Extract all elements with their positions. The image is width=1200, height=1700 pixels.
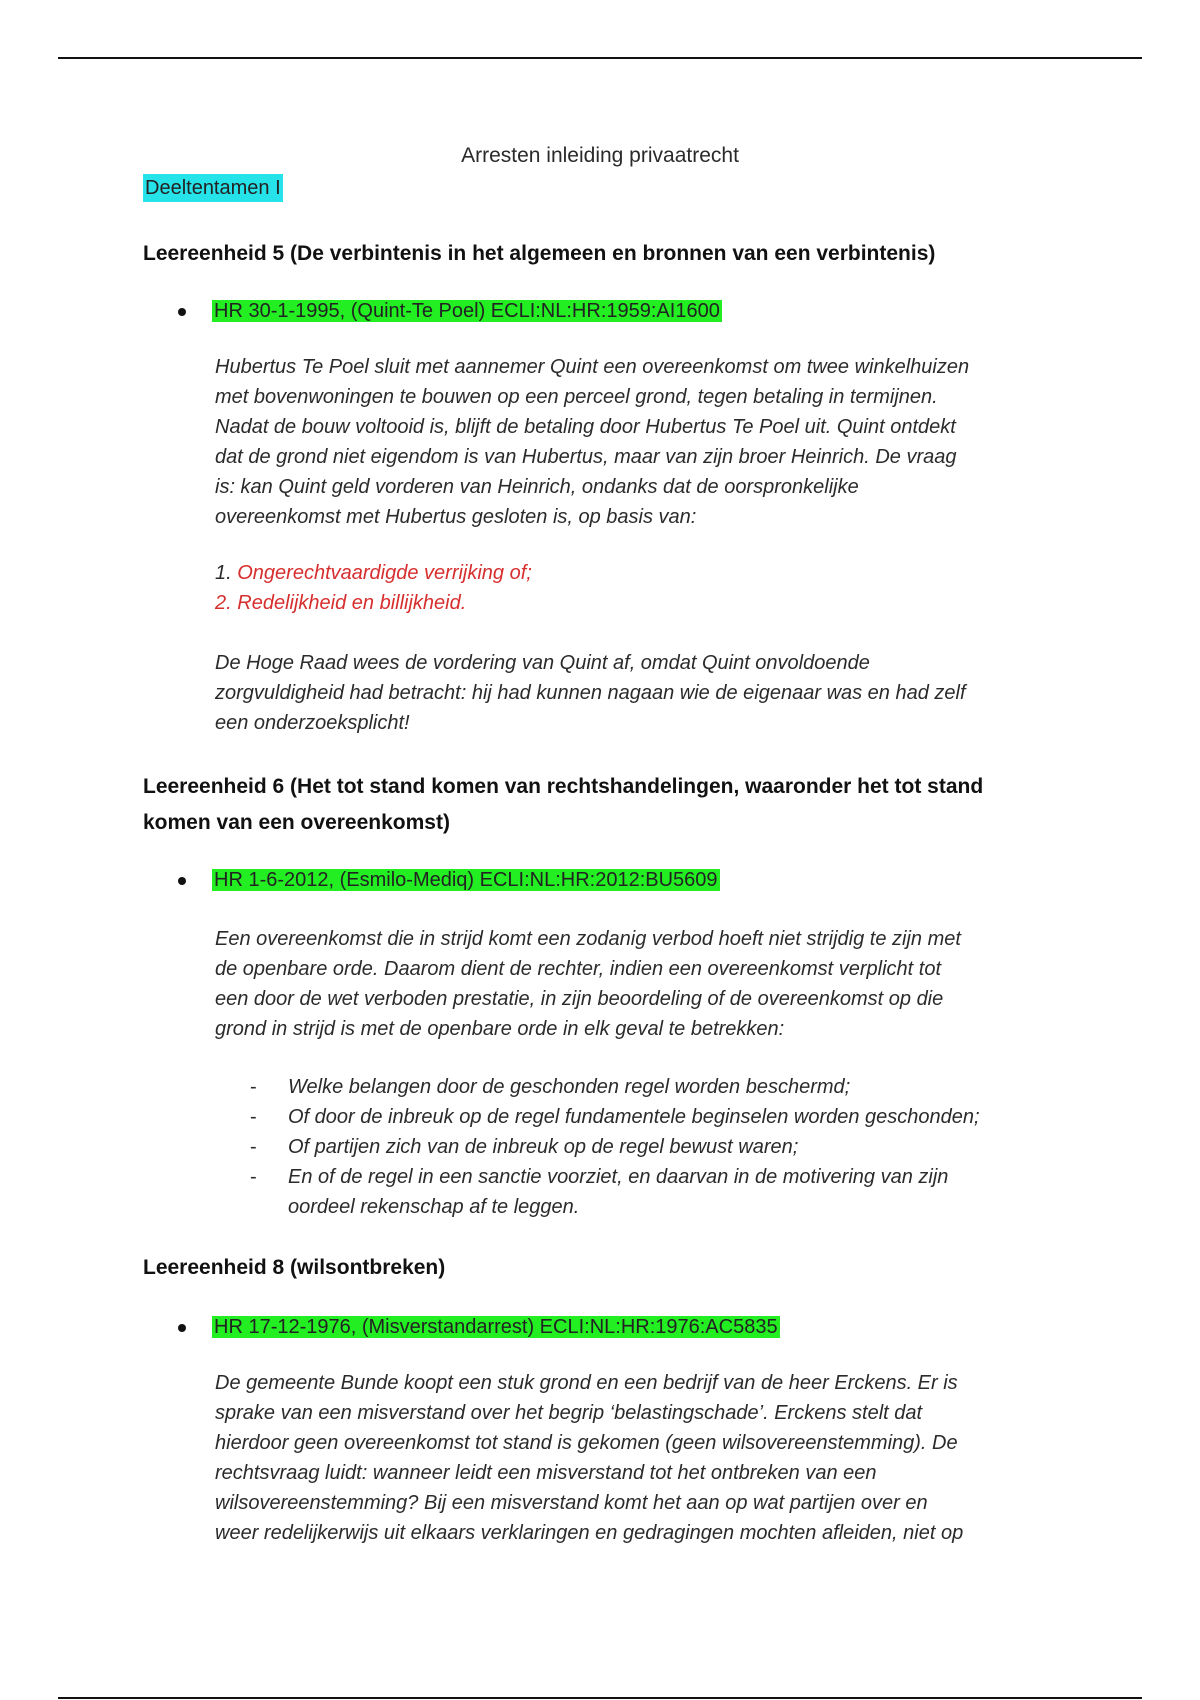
heading-leereenheid-5: Leereenheid 5 (De verbintenis in het algemeen en bronnen van een verbintenis) — [143, 242, 936, 265]
bullet-icon — [178, 1324, 186, 1332]
case-ruling-1: De Hoge Raad wees de vordering van Quint af, omdat Quint onvoldoende zorgvuldigheid had betracht: hij had kunnen nagaan wie de eigenaar was en had zelf een onderzoeksplicht! — [215, 652, 966, 734]
list-item: - Welke belangen door de geschonden regel worden beschermd; — [250, 1076, 851, 1098]
case-misverstandarrest[interactable] — [178, 1314, 780, 1340]
dash-list — [250, 1072, 980, 1222]
case-summary-2: Een overeenkomst die in strijd komt een zodanig verbod hoeft niet strijdig te zijn met de openbare orde. Daarom dient de rechter, indien een overeenkomst verplicht tot een door de wet verboden prestatie, in zijn beoordeling of de overeenkomst op die grond in strijd is met de openbare orde in elk geval te betrekken: — [215, 928, 961, 1040]
case-summary-3: De gemeente Bunde koopt een stuk grond en een bedrijf van de heer Erckens. Er is sprake van een misverstand over het begrip ‘belastingschade’. Erckens stelt dat hierdoor geen overeenkomst tot stand is gekomen (geen wilsovereenstemming). De rechtsvraag luidt: wanneer leidt een misverstand tot het ontbreken van een wilsovereenstemming? Bij een misverstand komt het aan op wat partijen over en weer redelijkerwijs uit elkaars verklaringen en gedragingen mochten afleiden, niet op — [215, 1372, 964, 1544]
case-esmilo-mediq[interactable] — [178, 867, 720, 893]
case-quint-te-poel[interactable] — [178, 298, 722, 324]
list-item: - En of de regel in een sanctie voorziet, en daarvan in de motivering van zijn oordeel rekenschap af te leggen. — [250, 1166, 949, 1218]
list-item: 1. Ongerechtvaardigde verrijking of; — [215, 562, 532, 584]
section-tag: Deeltentamen I — [143, 174, 283, 202]
bullet-icon — [178, 877, 186, 885]
list-item: 2. Redelijkheid en billijkheid. — [215, 592, 467, 614]
case-citation: HR 17-12-1976, (Misverstandarrest) ECLI:NL:HR:1976:AC5835 — [214, 1316, 778, 1338]
case-citation: HR 30-1-1995, (Quint-Te Poel) ECLI:NL:HR:1959:AI1600 — [214, 300, 720, 322]
numbered-list — [215, 558, 532, 618]
top-rule — [58, 57, 1142, 59]
list-item: - Of door de inbreuk op de regel fundamentele beginselen worden geschonden; — [250, 1106, 980, 1128]
heading-leereenheid-6: Leereenheid 6 (Het tot stand komen van rechtshandelingen, waaronder het tot stand komen van een overeenkomst) — [143, 775, 984, 834]
list-item: - Of partijen zich van de inbreuk op de regel bewust waren; — [250, 1136, 799, 1158]
case-citation: HR 1-6-2012, (Esmilo-Mediq) ECLI:NL:HR:2012:BU5609 — [214, 869, 718, 891]
document-title: Arresten inleiding privaatrecht — [461, 144, 739, 167]
bottom-rule — [58, 1697, 1142, 1699]
case-summary-1: Hubertus Te Poel sluit met aannemer Quint een overeenkomst om twee winkelhuizen met bovenwoningen te bouwen op een perceel grond, tegen betaling in termijnen. Nadat de bouw voltooid is, blijft de betaling door Hubertus Te Poel uit. Quint ontdekt dat de grond niet eigendom is van Hubertus, maar van zijn broer Heinrich. De vraag is: kan Quint geld vorderen van Heinrich, ondanks dat de oorspronkelijke overeenkomst met Hubertus gesloten is, op basis van: — [215, 356, 970, 528]
bullet-icon — [178, 308, 186, 316]
heading-leereenheid-8: Leereenheid 8 (wilsontbreken) — [143, 1256, 446, 1279]
